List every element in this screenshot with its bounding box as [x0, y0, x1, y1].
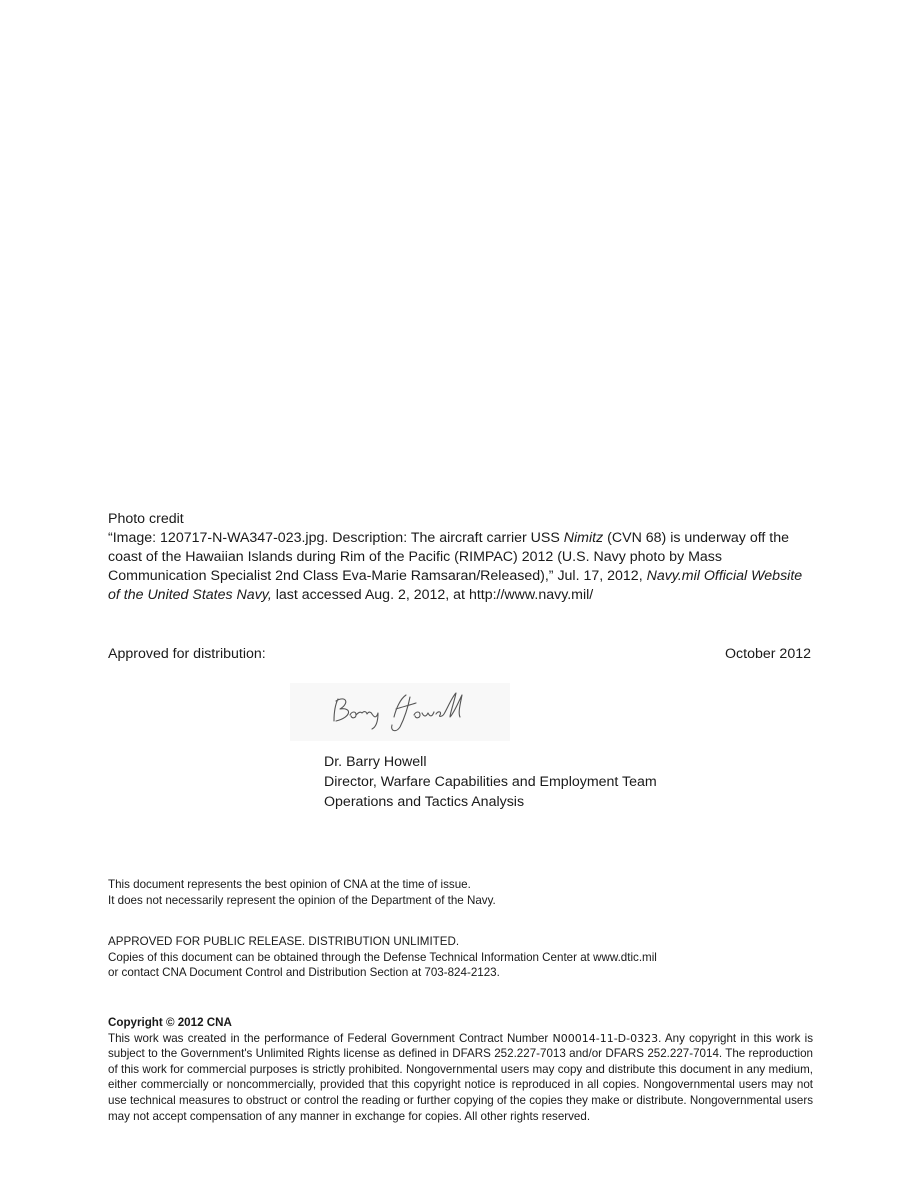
citation-part-1: “Image: 120717-N-WA347-023.jpg. Description: The aircraft carrier USS [108, 530, 564, 546]
copyright-body-pre: This work was created in the performance of Federal Government Contract Number [108, 1031, 553, 1045]
distribution-statement [108, 934, 657, 981]
copyright-heading: Copyright © 2012 CNA [108, 1016, 232, 1029]
ship-name: Nimitz [563, 530, 604, 546]
opinion-disclaimer [108, 877, 496, 908]
copyright-body [108, 1031, 813, 1125]
signatory-block [324, 752, 657, 812]
release-line-2: Copies of this document can be obtained through the Defense Technical Information Center at www.dtic.mil [108, 950, 657, 964]
signatory-org: Operations and Tactics Analysis [324, 794, 525, 810]
contract-number: N00014-11-D-0323 [552, 1031, 659, 1045]
approval-date: October 2012 [725, 646, 811, 662]
copyright-body-post: . Any copyright in this work is subject to the Government's Unlimited Rights license as defined in DFARS 252.227-7013 and/or DFARS 252.227-7014. The reproduction of this work for commercial purposes is strictly prohibited. Nongovernmental users may copy and distribute this document in any medium, either commercially or noncommercially, provided that this copyright notice is reproduced in all copies. Nongovernmental users may not use technical measures to obstruct or control the reading or further copying of the copies they make or distribute. Nongovernmental users may not accept compensation of any manner in exchange for copies. All other rights reserved. [108, 1031, 813, 1123]
citation-part-3: last accessed Aug. 2, 2012, at http://www.navy.mil/ [271, 587, 594, 603]
photo-credit-citation [108, 529, 813, 605]
approval-row [108, 645, 811, 664]
opinion-line-2: It does not necessarily represent the opinion of the Department of the Navy. [108, 893, 496, 907]
photo-credit-section [108, 510, 813, 605]
signatory-title: Director, Warfare Capabilities and Employment Team [324, 774, 657, 790]
photo-credit-heading: Photo credit [108, 511, 184, 527]
release-line-3: or contact CNA Document Control and Distribution Section at 703-824-2123. [108, 966, 500, 979]
signatory-name: Dr. Barry Howell [324, 754, 427, 770]
opinion-line-1: This document represents the best opinion of CNA at the time of issue. [108, 878, 471, 891]
website-name: Navy.mil Official Website of the United States Navy, [108, 568, 803, 603]
citation-part-2: (CVN 68) is underway off the coast of the Hawaiian Islands during Rim of the Pacific (RIMPAC) 2012 (U.S. Navy photo by Mass Communication Specialist 2nd Class Eva-Marie Ramsaran/Released),” Jul. 17, 2012, [108, 530, 790, 584]
signature-image [290, 683, 510, 741]
copyright-section [108, 1015, 813, 1124]
approval-label: Approved for distribution: [108, 646, 266, 662]
release-line-1: APPROVED FOR PUBLIC RELEASE. DISTRIBUTION UNLIMITED. [108, 935, 460, 948]
